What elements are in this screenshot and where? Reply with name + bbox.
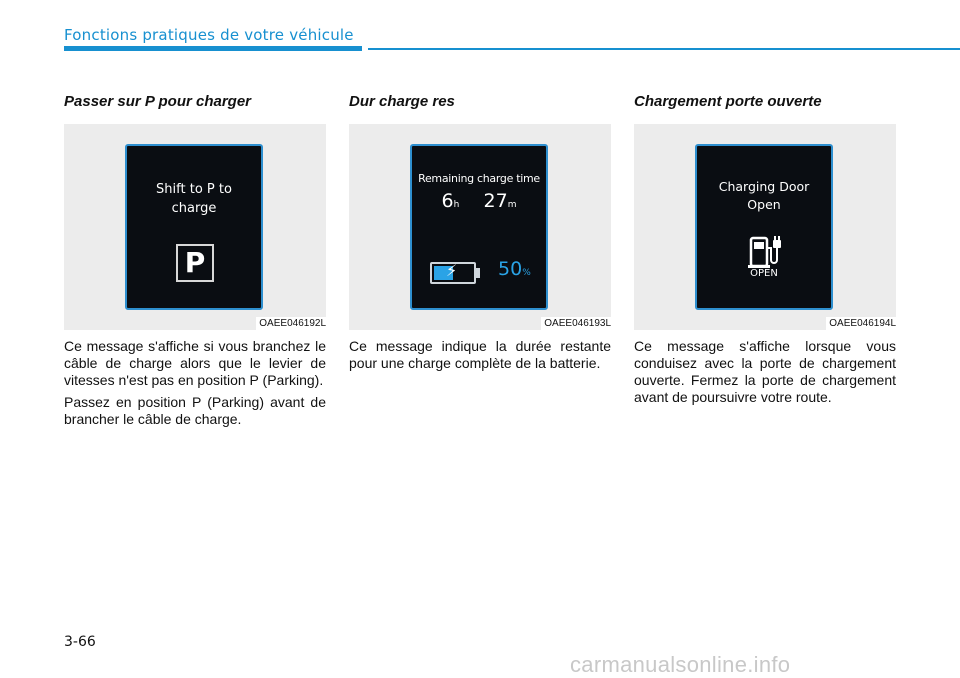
display-line-1: Shift to P to [156,182,232,197]
section-heading: Chargement porte ouverte [634,93,822,110]
figure-code: OAEE046193L [541,317,611,330]
header-rule-thin [368,48,960,50]
battery-cap [476,268,480,278]
figure-code: OAEE046192L [256,317,326,330]
header-rule-thick [64,46,362,51]
figure-shift-to-p [64,124,326,330]
section-charging-door-open [634,92,896,406]
paragraph: Ce message s'affiche lorsque vous conduisez avec la porte de chargement ouverte. Fermez la porte de chargement avant de poursuivre votre route. [634,338,896,405]
section-heading: Dur charge res [349,93,455,110]
watermark: carmanualsonline.info [570,652,791,677]
section-shift-to-p [64,92,326,428]
header-title: Fonctions pratiques de votre véhicule [64,26,354,44]
hours-value: 6 [441,190,454,212]
section-heading: Passer sur P pour charger [64,93,252,110]
figure-remaining-charge [349,124,611,330]
display-message [697,178,831,214]
display-line-2: charge [171,201,217,216]
hours-unit: h [453,200,460,210]
display-label: OPEN [750,268,778,279]
cluster-display [125,144,263,310]
percent-value: 50 [498,258,523,280]
percent-unit: % [522,268,531,278]
figure-code: OAEE046194L [826,317,896,330]
figure-charging-door [634,124,896,330]
display-line-1: Charging Door [718,179,810,194]
page-number: 3-66 [64,634,96,650]
paragraph: Ce message indique la durée restante pour une charge complète de la batterie. [349,338,611,371]
minutes-unit: m [507,200,517,210]
cluster-display [695,144,833,310]
display-message [127,180,261,218]
charging-pump-icon [745,234,785,270]
park-gear-icon: P [176,244,214,282]
cluster-display [410,144,548,310]
battery-percent [498,258,531,280]
battery-icon [430,262,476,284]
paragraph: Ce message s'affiche si vous branchez le câble de charge alors que le levier de vitesses n'est pas en position P (Parking). [64,338,326,388]
remaining-time [412,190,546,212]
charging-bolt-icon: ⚡ [446,261,458,280]
display-line-2: Open [747,197,781,212]
paragraph: Passez en position P (Parking) avant de brancher le câble de charge. [64,394,326,427]
section-remaining-charge [349,92,611,372]
display-title: Remaining charge time [418,172,540,185]
minutes-value: 27 [483,190,508,212]
